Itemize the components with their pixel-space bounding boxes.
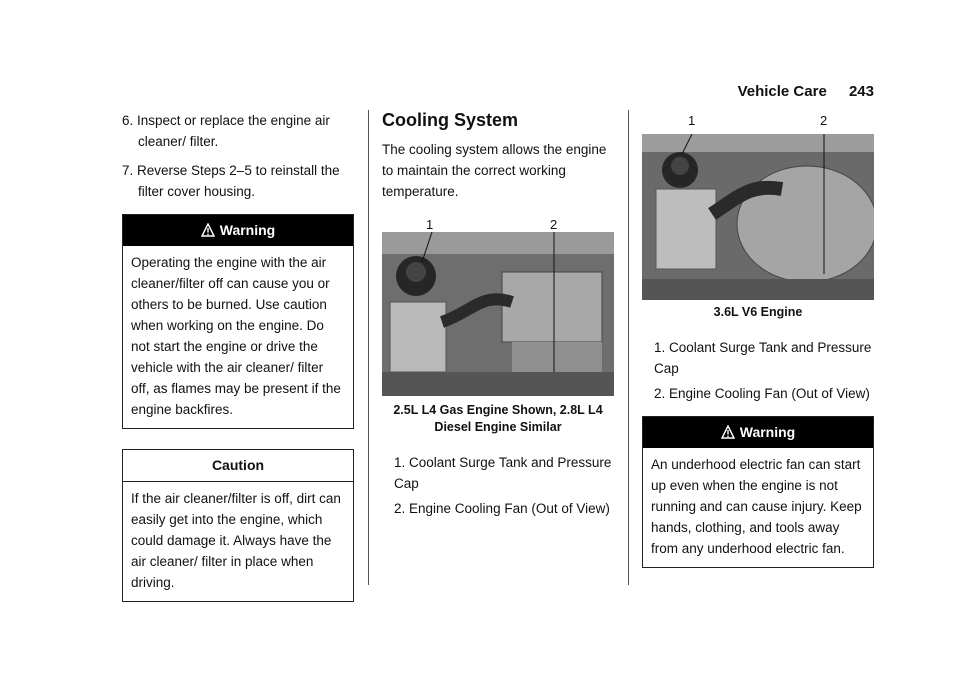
section-title: Vehicle Care bbox=[737, 83, 827, 100]
step-7: 7. Reverse Steps 2–5 to reinstall the filter cover housing. bbox=[122, 163, 340, 199]
photo-caption-v6: 3.6L V6 Engine bbox=[713, 305, 803, 319]
list-item: 2. Engine Cooling Fan (Out of View) bbox=[394, 501, 610, 516]
cooling-intro: The cooling system allows the engine to maintain the correct working temperature. bbox=[382, 142, 607, 199]
caution-body: If the air cleaner/filter is off, dirt can easily get into the engine, which could damage it. Always have the air cleaner/ filter in place when driving. bbox=[131, 491, 341, 590]
warning-box bbox=[122, 214, 354, 429]
page-number: 243 bbox=[848, 83, 874, 100]
column-2 bbox=[382, 110, 614, 523]
warning-box-fan bbox=[642, 416, 874, 568]
components-list-l4 bbox=[382, 452, 614, 519]
column-3 bbox=[642, 110, 874, 568]
column-1 bbox=[122, 110, 354, 602]
warning-body: An underhood electric fan can start up even when the engine is not running and can cause injury. Keep hands, clothing, and tools away from any underhood electric fan. bbox=[651, 457, 862, 556]
column-divider-2 bbox=[628, 110, 629, 585]
engine-photo-v6 bbox=[642, 110, 874, 300]
engine-photo-l4 bbox=[382, 214, 614, 396]
engine-image bbox=[642, 134, 874, 300]
callout-1: 1 bbox=[426, 217, 434, 232]
list-item: 2. Engine Cooling Fan (Out of View) bbox=[654, 386, 870, 401]
list-item: 1. Coolant Surge Tank and Pressure Cap bbox=[654, 340, 872, 376]
engine-image bbox=[382, 232, 614, 396]
warning-header bbox=[123, 215, 353, 246]
warning-triangle-icon bbox=[201, 223, 215, 237]
list-item: 1. Coolant Surge Tank and Pressure Cap bbox=[394, 455, 612, 491]
callout-2: 2 bbox=[550, 217, 558, 232]
components-list-v6 bbox=[642, 337, 874, 404]
column-divider-1 bbox=[368, 110, 369, 585]
warning-title: Warning bbox=[219, 222, 276, 238]
callout-1: 1 bbox=[688, 113, 696, 128]
cooling-system-heading: Cooling System bbox=[382, 110, 519, 130]
step-6: 6. Inspect or replace the engine air cleaner/ filter. bbox=[122, 113, 330, 149]
warning-triangle-icon bbox=[721, 425, 735, 439]
warning-header bbox=[643, 417, 873, 448]
caution-header: Caution bbox=[123, 450, 353, 482]
page-header bbox=[738, 83, 874, 100]
callout-2: 2 bbox=[820, 113, 828, 128]
photo-caption-l4: 2.5L L4 Gas Engine Shown, 2.8L L4 Diesel Engine Similar bbox=[393, 403, 603, 434]
warning-body: Operating the engine with the air cleaner/filter off can cause you or others to be burned. Use caution when working on the engine. Do not start the engine or drive the vehicle with the air cleaner/ filter off, as flames may be present if the engine backfires. bbox=[131, 255, 341, 417]
warning-title: Warning bbox=[739, 424, 796, 440]
caution-box bbox=[122, 449, 354, 602]
